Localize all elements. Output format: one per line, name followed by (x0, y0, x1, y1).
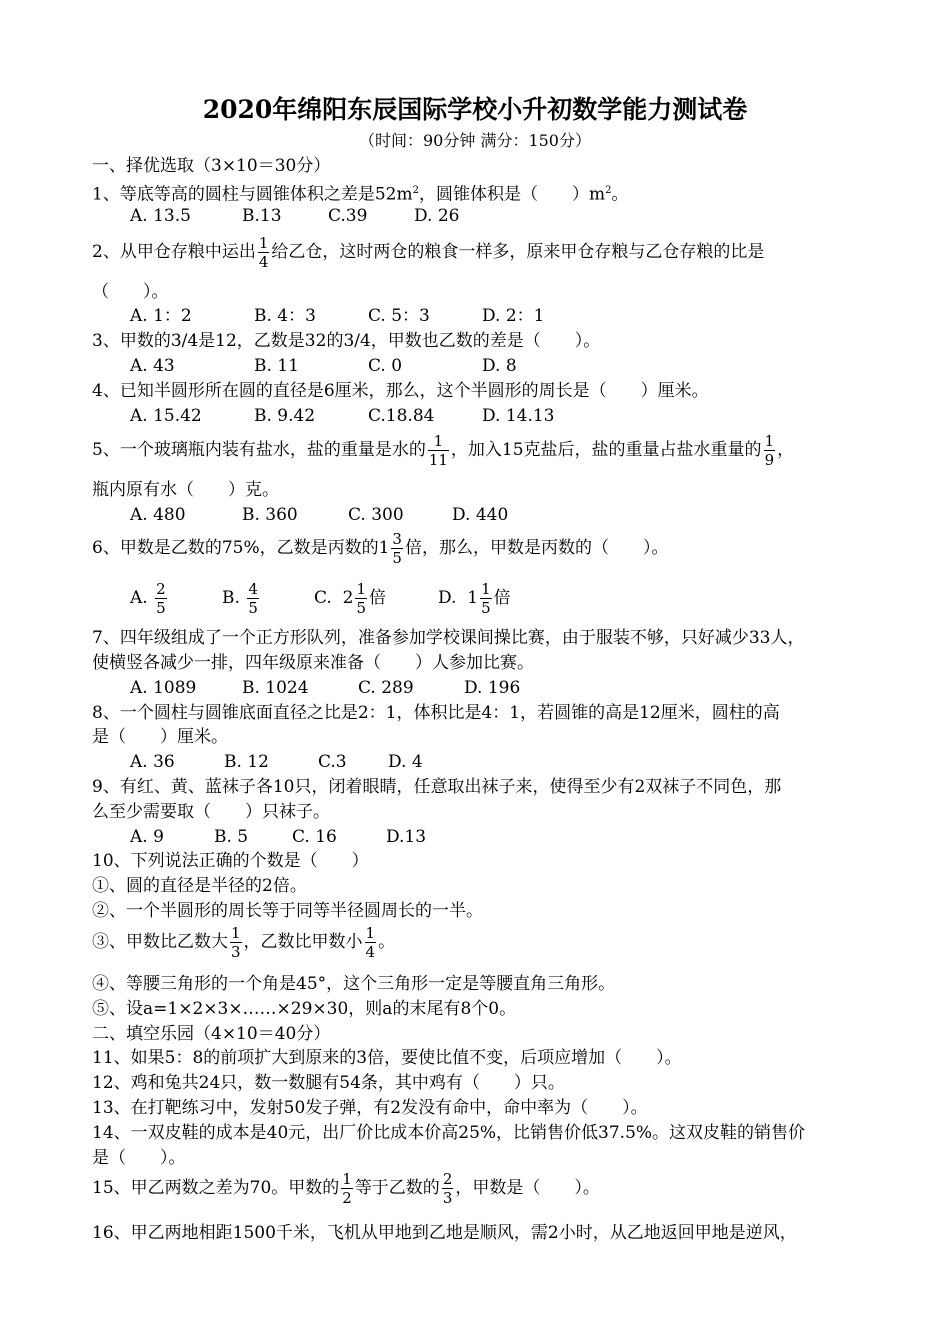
q6-b-num: 4 (248, 580, 258, 598)
q6-text-post: 倍，那么，甲数是丙数的（ ）。 (404, 538, 669, 558)
q6-option-d (438, 578, 511, 618)
q6-option-d-label: D. (438, 588, 457, 608)
q10-statement-2: ②、一个半圆形的周长等于同等半径圆周长的一半。 (92, 901, 483, 921)
q7-option-b: B. 1024 (242, 678, 309, 698)
q9-option-a: A. 9 (130, 827, 164, 847)
q15-fraction-2 (442, 1170, 454, 1207)
q2-option-b: B. 4：3 (254, 306, 316, 326)
q5-fraction-2 (764, 432, 776, 469)
q5-frac1-den: 11 (428, 451, 448, 469)
q1-option-c: C.39 (328, 206, 368, 226)
question-3: 3、甲数的3/4是12，乙数是32的3/4，甲数也乙数的差是（ ）。 (92, 331, 601, 351)
q1-sup2: 2 (605, 185, 612, 196)
q15-f2-den: 3 (442, 1189, 453, 1207)
q10-s3-f2-den: 4 (365, 943, 376, 961)
q2-text: 2、从甲仓存粮中运出 (92, 242, 256, 262)
q10-s3-f2-num: 1 (365, 924, 376, 942)
q4-option-d: D. 14.13 (482, 406, 555, 426)
q6-d-whole: 1 (467, 588, 479, 608)
q6-d-den: 5 (481, 599, 491, 617)
q5-option-d: D. 440 (452, 505, 509, 525)
q2-frac-num: 1 (258, 234, 269, 252)
q6-c-whole: 2 (342, 588, 354, 608)
q15-text: 15、甲乙两数之差为70。甲数的 (92, 1178, 340, 1198)
q6-option-b (222, 578, 314, 618)
q1-text: 1、等底等高的圆柱与圆锥体积之差是52m (92, 184, 413, 205)
question-15 (92, 1168, 600, 1208)
q5-text-mid: ，加入15克盐后，盐的重量占盐水重量的 (450, 440, 762, 460)
q7-option-c: C. 289 (358, 678, 414, 698)
q6-options (130, 578, 511, 618)
q6-d-num: 1 (481, 580, 491, 598)
question-14: 14、一双皮鞋的成本是40元，出厂价比成本价高25%，比销售价低37.5%。这双皮鞋的销售价 (92, 1123, 806, 1143)
q14-line2: 是（ ）。 (92, 1148, 186, 1168)
q8-options (130, 752, 423, 772)
q5-option-c: C. 300 (348, 505, 404, 525)
q10-statement-4: ④、等腰三角形的一个角是45°，这个三角形一定是等腰直角三角形。 (92, 974, 616, 994)
question-8: 8、一个圆柱与圆锥底面直径之比是2：1，体积比是4：1，若圆锥的高是12厘米，圆柱的高 (92, 703, 780, 723)
q3-option-c: C. 0 (368, 356, 403, 376)
question-11: 11、如果5：8的前项扩大到原来的3倍，要使比值不变，后项应增加（ ）。 (92, 1048, 682, 1068)
q2-option-a: A. 1：2 (130, 306, 192, 326)
q10-s3-text: ③、甲数比乙数大 (92, 932, 228, 952)
question-7: 7、四年级组成了一个正方形队列，准备参加学校课间操比赛，由于服装不够，只好减少33人， (92, 628, 805, 648)
q8-option-d: D. 4 (388, 752, 423, 772)
page-title: 2020年绵阳东辰国际学校小升初数学能力测试卷 (202, 95, 748, 124)
q10-statement-5: ⑤、设a=1×2×3×……×29×30，则a的末尾有8个0。 (92, 999, 517, 1019)
q10-statement-3 (92, 922, 395, 962)
q1-post: 。 (611, 184, 629, 205)
question-12: 12、鸡和兔共24只，数一数腿有54条，其中鸡有（ ）只。 (92, 1073, 565, 1093)
exam-info: （时间：90分钟 满分：150分） (359, 131, 591, 150)
question-2 (92, 232, 764, 272)
q15-f1-num: 1 (342, 1170, 352, 1188)
section-1-heading: 一、择优选取（3×10＝30分） (92, 156, 331, 176)
q4-option-a: A. 15.42 (130, 406, 202, 426)
q7-options (130, 678, 520, 698)
q3-options (130, 356, 517, 376)
q6-b-den: 5 (248, 599, 258, 617)
q7-option-d: D. 196 (464, 678, 521, 698)
q4-option-c: C.18.84 (368, 406, 435, 426)
q5-frac2-den: 9 (764, 451, 775, 469)
q6-text: 6、甲数是乙数的75%，乙数是丙数的1 (92, 538, 390, 558)
question-10: 10、下列说法正确的个数是（ ） (92, 851, 369, 871)
q7-option-a: A. 1089 (130, 678, 197, 698)
q6-c-unit: 倍 (369, 588, 386, 608)
q4-options (130, 406, 555, 426)
q7-line2: 使横竖各减少一排，四年级原来准备（ ）人参加比赛。 (92, 653, 534, 673)
q6-option-c-fraction (355, 580, 367, 617)
q2-line2: （ ）。 (92, 282, 169, 302)
question-6 (92, 528, 668, 568)
q2-option-c: C. 5：3 (368, 306, 430, 326)
q2-option-d: D. 2：1 (482, 306, 545, 326)
q8-option-a: A. 36 (130, 752, 175, 772)
q6-a-num: 2 (156, 580, 166, 598)
q1-mid: ，圆锥体积是（ ）m (418, 184, 606, 205)
q15-fraction-1 (341, 1170, 353, 1207)
q4-option-b: B. 9.42 (254, 406, 316, 426)
q6-option-a-label: A. (130, 588, 148, 608)
q3-option-d: D. 8 (482, 356, 517, 376)
q8-line2: 是（ ）厘米。 (92, 727, 228, 747)
q6-d-unit: 倍 (493, 588, 511, 608)
q15-f1-den: 2 (342, 1189, 352, 1207)
q6-frac-den: 5 (392, 549, 402, 567)
q1-option-b: B.13 (242, 206, 282, 226)
q10-s3-post: 。 (378, 932, 396, 952)
q5-text: 5、一个玻璃瓶内装有盐水，盐的重量是水的 (92, 440, 426, 460)
q1-sup: 2 (412, 185, 419, 196)
q6-option-a-fraction (155, 580, 167, 617)
q9-option-c: C. 16 (292, 827, 337, 847)
q2-text-post: 给乙仓，这时两仓的粮食一样多，原来甲仓存粮与乙仓存粮的比是 (271, 242, 765, 262)
q6-frac-num: 3 (392, 530, 402, 548)
q6-c-den: 5 (356, 599, 366, 617)
q1-option-d: D. 26 (414, 206, 460, 226)
q2-fraction (258, 234, 270, 271)
q9-option-b: B. 5 (214, 827, 249, 847)
q15-f2-num: 2 (442, 1170, 453, 1188)
q9-options (130, 827, 426, 847)
q10-s3-mid: ，乙数比甲数小 (243, 932, 363, 952)
question-9: 9、有红、黄、蓝袜子各10只，闭着眼睛，任意取出袜子来，使得至少有2双袜子不同色，那 (92, 777, 782, 797)
q6-option-c (314, 578, 438, 618)
question-1 (92, 181, 628, 205)
question-5 (92, 430, 794, 470)
q6-option-b-label: B. (222, 588, 240, 608)
q15-post: ，甲数是（ ）。 (455, 1178, 600, 1198)
q10-s3-fraction-1 (230, 924, 242, 961)
question-16: 16、甲乙两地相距1500千米，飞机从甲地到乙地是顺风，需2小时，从乙地返回甲地是逆风， (92, 1223, 797, 1243)
q8-option-b: B. 12 (224, 752, 269, 772)
q1-option-a: A. 13.5 (130, 206, 191, 226)
q6-option-b-fraction (247, 580, 259, 617)
question-13: 13、在打靶练习中，发射50发子弹，有2发没有命中，命中率为（ ）。 (92, 1098, 648, 1118)
q5-frac2-num: 1 (764, 432, 775, 450)
q6-a-den: 5 (156, 599, 166, 617)
q3-option-a: A. 43 (130, 356, 175, 376)
q6-c-num: 1 (356, 580, 366, 598)
q6-fraction (391, 530, 403, 567)
q1-options (130, 206, 459, 226)
q5-option-a: A. 480 (130, 505, 186, 525)
q2-frac-den: 4 (258, 253, 269, 271)
q15-mid: 等于乙数的 (354, 1178, 440, 1198)
q8-option-c: C.3 (318, 752, 347, 772)
q6-option-a (130, 578, 222, 618)
q10-s3-f1-num: 1 (231, 924, 241, 942)
q3-option-b: B. 11 (254, 356, 299, 376)
question-4: 4、已知半圆形所在圆的直径是6厘米，那么，这个半圆形的周长是（ ）厘米。 (92, 381, 709, 401)
q5-options (130, 505, 508, 525)
q10-s3-f1-den: 3 (231, 943, 241, 961)
q9-line2: 么至少需要取（ ）只袜子。 (92, 802, 330, 822)
q10-statement-1: ①、圆的直径是半径的2倍。 (92, 876, 307, 896)
q5-option-b: B. 360 (242, 505, 298, 525)
q5-line2: 瓶内原有水（ ）克。 (92, 480, 279, 500)
q6-option-c-label: C. (314, 588, 332, 608)
q6-option-d-fraction (480, 580, 492, 617)
q5-frac1-num: 1 (428, 432, 449, 451)
q9-option-d: D.13 (386, 827, 427, 847)
q5-fraction-1 (428, 432, 449, 469)
q10-s3-fraction-2 (365, 924, 377, 961)
q5-text-post: ， (777, 440, 795, 460)
section-2-heading: 二、填空乐园（4×10＝40分） (92, 1024, 331, 1044)
q2-options (130, 306, 544, 326)
